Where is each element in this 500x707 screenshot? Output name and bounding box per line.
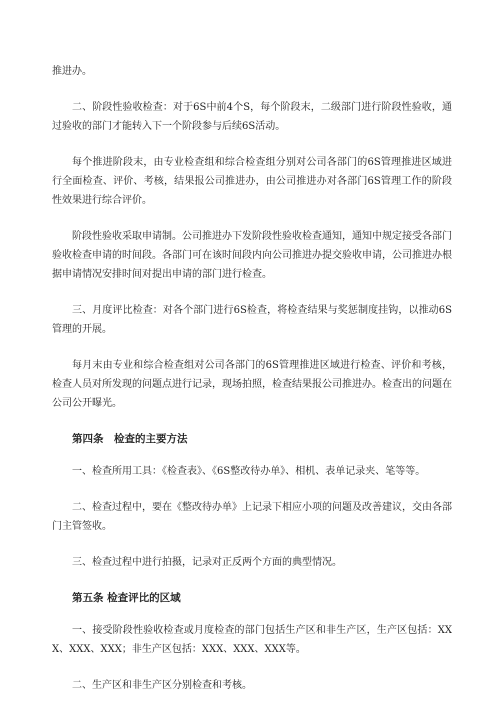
paragraph-inspection-areas: 一、接受阶段性验收检查或月度检查的部门包括生产区和非生产区，生产区包括：XXX、XXX、XXX；非生产区包括：XXX、XXX、XXX等。: [52, 625, 452, 655]
paragraph-continuation: 推进办。: [52, 66, 92, 77]
paragraph-inspection-photo: 三、检查过程中进行拍摄，记录对正反两个方面的典型情况。: [72, 557, 342, 568]
paragraph-application-system: 阶段性验收采取申请制。公司推进办下发阶段性验收检查通知，通知中规定接受各部门验收检查申请的时间段。各部门可在该时间段内向公司推进办提交验收申请，公司推进办根据申请情况安排时间对提出申请的部门进行检查。: [52, 231, 452, 280]
paragraph-stage-acceptance: 二、阶段性验收检查：对于6S中前4个S，每个阶段末，二级部门进行阶段性验收，通过验收的部门才能转入下一个阶段参与后续6S活动。: [52, 102, 452, 132]
paragraph-separate-assessment: 二、生产区和非生产区分别检查和考核。: [72, 680, 252, 691]
paragraph-monthly-inspection: 三、月度评比检查：对各个部门进行6S检查，将检查结果与奖惩制度挂钩，以推动6S管理的开展。: [52, 305, 452, 335]
paragraph-inspection-tools: 一、检查所用工具：《检查表》、《6S整改待办单》、相机、表单记录夹、笔等等。: [72, 466, 426, 477]
paragraph-inspection-record: 二、检查过程中，要在《整改待办单》上记录下相应小项的问题及改善建议，交由各部门主管签收。: [52, 502, 452, 532]
section-heading-article-4: 第四条 检查的主要方法: [72, 433, 188, 445]
document-page: [52, 62, 452, 695]
paragraph-monthly-detail: 每月末由专业和综合检查组对公司各部门的6S管理推进区域进行检查、评价和考核，检查人员对所发现的问题点进行记录，现场拍照，检查结果报公司推进办。检查出的问题在公司公开曝光。: [52, 360, 452, 409]
section-heading-article-5: 第五条 检查评比的区域: [72, 592, 181, 604]
paragraph-stage-end-inspection: 每个推进阶段末，由专业检查组和综合检查组分别对公司各部门的6S管理推进区域进行全面检查、评价、考核，结果报公司推进办，由公司推进办对各部门6S管理工作的阶段性效果进行综合评价。: [52, 157, 452, 206]
